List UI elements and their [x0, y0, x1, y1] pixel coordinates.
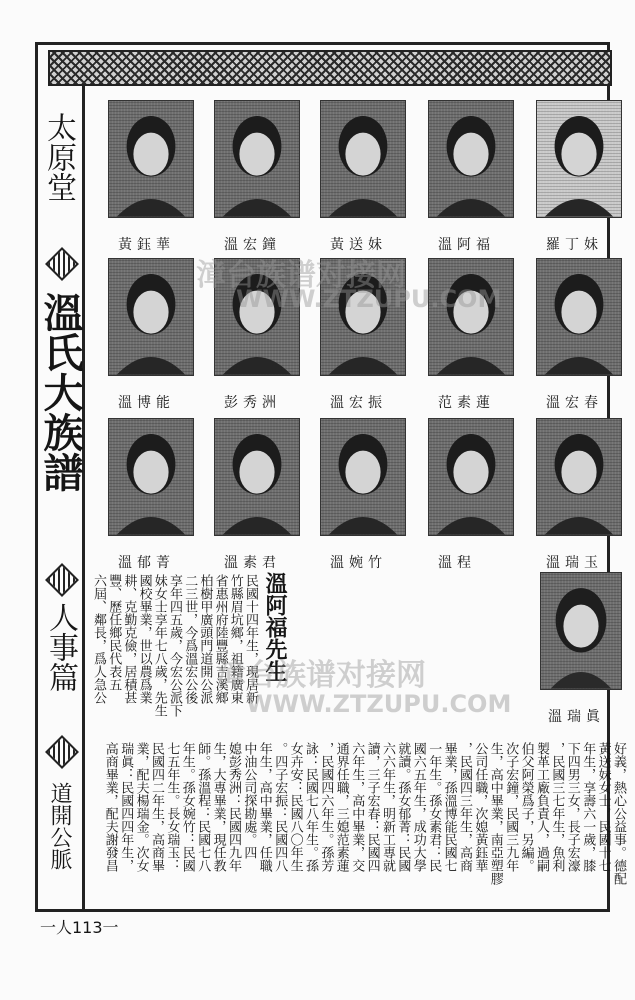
bio-text-column: 生，大專畢業，現任教	[210, 742, 226, 872]
bio-text-column: 讀，三子宏春：民國四	[364, 742, 380, 872]
portrait-silhouette-icon	[321, 419, 405, 535]
portrait-silhouette-icon	[215, 101, 299, 217]
photo-caption: 溫婉竹	[330, 555, 387, 571]
photo-caption: 羅丁妹	[546, 237, 603, 253]
portrait-silhouette-icon	[429, 419, 513, 535]
bio-text-column: 豐、歷任鄉民代表五	[106, 574, 122, 691]
bio-text-column: 製革工廠負責人，過嗣	[534, 742, 549, 872]
bio-text-column: 省惠州府陸豐縣吉溪鄉	[212, 574, 228, 704]
bio-text-column: 黃送妹女士，民國十七	[595, 742, 611, 872]
portrait-silhouette-icon	[537, 101, 621, 217]
bio-text-column: 高商畢業，配夫謝發昌	[102, 742, 118, 872]
bio-text-column: 年生，享壽六一歲，膝	[580, 742, 596, 872]
bio-text-column: 竹縣眉坑鄉，祖籍廣東	[227, 574, 243, 704]
photo-caption: 溫郁菁	[118, 555, 175, 571]
bio-text-column: 一年生。孫女素君：民	[426, 742, 442, 872]
photo-caption: 黃送妹	[330, 237, 387, 253]
bio-text-column: 國校畢業，世以農爲業	[136, 574, 152, 704]
portrait-silhouette-icon	[321, 101, 405, 217]
portrait-silhouette-icon	[109, 259, 193, 375]
bio-text-column: 妹女士享年七八歲，先生	[151, 574, 167, 717]
hall-title: 太原堂	[41, 112, 76, 202]
bio-text-column: 年生。孫女婉竹：民國	[179, 742, 195, 872]
photo-caption: 溫宏春	[546, 395, 603, 411]
bio-heading: 溫阿福先生	[262, 572, 288, 682]
top-ornament-band	[48, 50, 612, 86]
portrait-silhouette-icon	[537, 419, 621, 535]
bio-text-column: 生，高中畢業，南亞塑膠	[487, 742, 503, 885]
photo-caption: 范素蓮	[438, 395, 495, 411]
photo-caption: 溫瑞眞	[548, 709, 605, 725]
bio-text-column: 。四子宏振：民國四八	[272, 742, 288, 872]
bio-text-column: 伯父阿榮爲子，另編。	[518, 742, 534, 872]
photo-caption: 溫素君	[224, 555, 281, 571]
bio-text-column: 二三世，今爲溫宏公後	[182, 574, 198, 704]
portrait-silhouette-icon	[109, 419, 193, 535]
portrait-photo	[108, 258, 194, 376]
portrait-photo	[428, 258, 514, 376]
bio-text-column: 國六五年生，成功大學	[410, 742, 426, 872]
photo-caption: 溫瑞玉	[546, 555, 603, 571]
page-number: 一人113一	[40, 918, 119, 937]
portrait-photo	[108, 418, 194, 536]
bio-text-column: 六年生，高中畢業，交	[349, 742, 365, 872]
bio-text-column: 公司任職，次媳黃鈺華	[472, 742, 488, 872]
watermark-url: WWW.ZTZUPU.COM	[236, 285, 502, 313]
photo-caption: 溫宏振	[330, 395, 387, 411]
photo-caption: 彭秀洲	[224, 395, 281, 411]
photo-caption: 溫阿福	[438, 237, 495, 253]
portrait-silhouette-icon	[537, 259, 621, 375]
bio-text-column: 民國十四年生，現居新	[243, 574, 258, 704]
bio-text-column: 民國四二年生，高商畢	[149, 742, 164, 872]
genealogy-title: 溫氏大族譜	[37, 292, 84, 492]
portrait-photo	[536, 258, 622, 376]
portrait-photo	[540, 572, 622, 690]
bio-text-column: 通界任職，三媳范素蓮	[333, 742, 349, 872]
bio-text-column: ，民國四六年生。孫芳	[318, 742, 334, 872]
photo-caption: 溫博能	[118, 395, 175, 411]
bio-text-column: 次子宏鐘，民國三九年	[503, 742, 519, 872]
portrait-photo	[214, 100, 300, 218]
bio-text-column: 七五年生。長女瑞玉：	[164, 742, 180, 872]
portrait-silhouette-icon	[215, 419, 299, 535]
watermark-url: WWW.ZTZUPU.COM	[246, 690, 512, 718]
bio-text-column: 媳彭秀洲：民國四九年	[226, 742, 241, 872]
bio-text-column: 好義，熱心公益事。德配	[611, 742, 626, 885]
section-title: 人事篇	[43, 602, 78, 692]
bio-text-column: 六屆、鄰長，爲人急公	[91, 574, 106, 704]
portrait-photo	[428, 100, 514, 218]
bio-text-column: 畢業，孫溫博能民國七	[441, 742, 457, 872]
bio-text-column: 女卉安：民國八〇年生	[287, 742, 303, 872]
bio-text-column: 詠：民國七八年生。孫	[303, 742, 318, 872]
portrait-photo	[320, 100, 406, 218]
lineage-label: 道開公脈	[47, 782, 72, 870]
bio-text-column: 柏樹甲廣頭門道開公派	[197, 574, 213, 704]
bio-text-column: 中油公司探勘處。四	[241, 742, 257, 859]
portrait-silhouette-icon	[429, 259, 513, 375]
portrait-photo	[428, 418, 514, 536]
portrait-photo	[536, 100, 622, 218]
bio-text-column: 六六年生，明新工專就	[380, 742, 395, 872]
watermark-text: 漳台族谱对接网	[196, 258, 406, 293]
bio-text-column: 就讀。孫女郁菁：民國	[395, 742, 411, 872]
photo-caption: 黃鈺華	[118, 237, 175, 253]
bio-text-column: ，民國四三年生，高商	[457, 742, 472, 872]
bio-text-column: 年生，高中畢業，任職	[256, 742, 272, 872]
portrait-silhouette-icon	[109, 101, 193, 217]
photo-caption: 溫程	[438, 555, 476, 571]
bio-text-column: 享年四五歲，今宏公派下	[167, 574, 182, 717]
bio-text-column: 下四男三女，長子宏濠	[564, 742, 580, 872]
watermark-text: 漳台族谱对接网	[216, 658, 426, 693]
bio-text-column: 業，配夫楊瑞金。次女	[133, 742, 149, 872]
portrait-photo	[214, 418, 300, 536]
portrait-silhouette-icon	[429, 101, 513, 217]
bio-text-column: 耕、克勤克儉，居積甚	[121, 574, 137, 704]
portrait-silhouette-icon	[541, 573, 621, 689]
portrait-photo	[320, 418, 406, 536]
portrait-photo	[536, 418, 622, 536]
photo-caption: 溫宏鐘	[224, 237, 281, 253]
bio-text-column: 師。孫溫程：民國七八	[195, 742, 211, 872]
portrait-photo	[108, 100, 194, 218]
bio-text-column: 瑞眞：民國四四年生，	[118, 742, 134, 872]
bio-text-column: ，民國三七年生，魚利	[549, 742, 565, 872]
